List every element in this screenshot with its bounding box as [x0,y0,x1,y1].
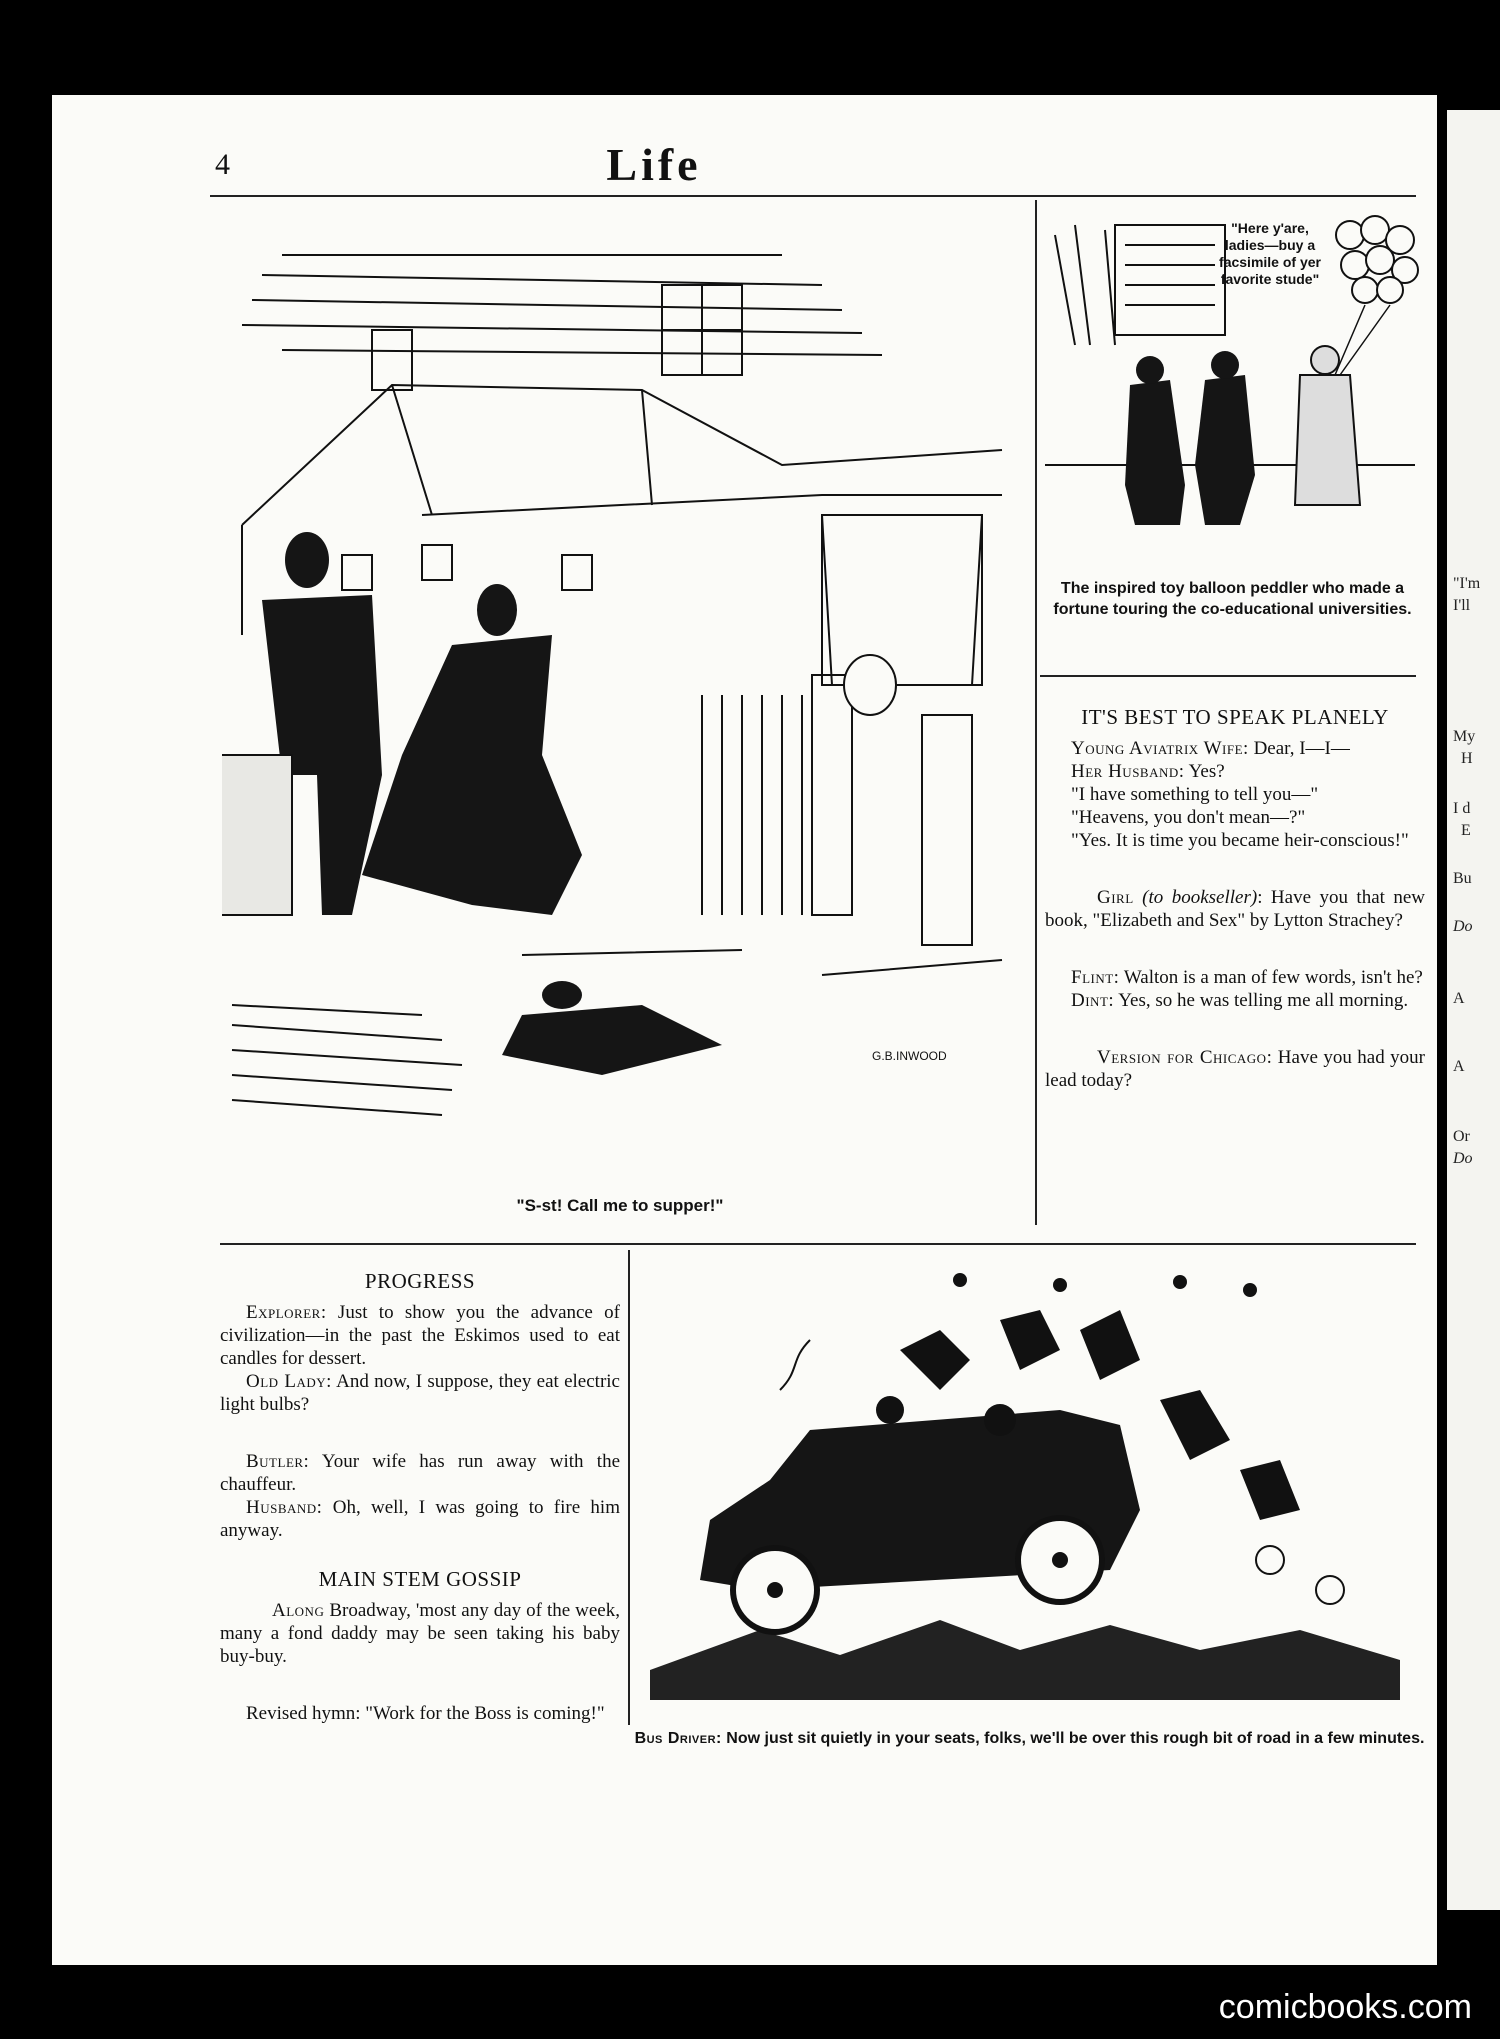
speaker-label: Explorer: [246,1302,327,1323]
left-column-jokes [220,1270,620,1725]
fragment: Bu [1453,870,1472,887]
section-rule [1040,675,1416,677]
speaker-label: Husband: [246,1497,323,1518]
main-cartoon-illustration [222,215,1022,1165]
main-cartoon-caption: "S-st! Call me to supper!" [516,1196,724,1215]
column-rule [628,1250,630,1725]
fragment: My [1453,728,1476,745]
dialogue-text: "Heavens, you don't mean—?" [1071,807,1306,828]
lead-word: Along [272,1600,325,1621]
body-text: Revised hymn: "Work for the Boss is coming!" [246,1703,605,1724]
dialogue-text: Yes, so he was telling me all morning. [1114,990,1409,1011]
speaker-label: Version for Chicago: [1097,1047,1273,1068]
speaker-label: Girl [1097,887,1134,908]
fragment: I'll [1453,597,1471,614]
speaker-label: Her Husband: [1071,761,1185,782]
fragment: "I'm [1453,575,1481,592]
dialogue-text: "I have something to tell you—" [1071,784,1319,805]
fragment: I d [1453,800,1471,817]
fragment: E [1461,822,1471,839]
fragment: Do [1453,918,1473,935]
artist-signature: G.B.INWOOD [872,1049,947,1063]
speaker-label: Old Lady: [246,1371,332,1392]
balloon-speech-text: "Here y'are, ladies—buy a facsimile of yer favorite stude" [1219,220,1321,287]
dialogue-text: "Yes. It is time you became heir-conscious!" [1071,830,1409,851]
dialogue-text: Just to show you the advance of civilization—in the past the Eskimos used to eat candles for dessert. [220,1302,620,1369]
site-watermark: comicbooks.com [1218,1988,1472,2026]
fragment: Do [1453,1150,1473,1167]
fragment: A [1453,990,1465,1007]
planely-title: IT'S BEST TO SPEAK PLANELY [1081,705,1389,729]
adjacent-page-edge [1447,110,1500,1910]
section-rule [220,1243,1416,1245]
masthead-title: Life [606,139,702,190]
speaker-label: Dint: [1071,990,1115,1011]
bus-cartoon-illustration [640,1270,1415,1710]
stage-direction: (to bookseller) [1142,887,1258,908]
gossip-title: MAIN STEM GOSSIP [318,1567,522,1591]
speaker-label: Butler: [246,1451,310,1472]
column-rule [1035,200,1037,1225]
dialogue-text: Your wife has run away with the chauffeur. [220,1451,620,1495]
page-number: 4 [215,148,230,181]
speaker-label: Bus Driver: [634,1730,722,1747]
body-text: Broadway, 'most any day of the week, many a fond daddy may be seen taking his baby buy-buy. [220,1600,620,1667]
dialogue-text: Have you had your lead today? [1045,1047,1425,1091]
fragment: A [1453,1058,1465,1075]
dialogue-text: Oh, well, I was going to fire him anyway. [220,1497,620,1541]
dialogue-text: Yes? [1184,761,1225,782]
header-rule [210,195,1416,197]
dialogue-text: And now, I suppose, they eat electric light bulbs? [220,1371,620,1415]
balloon-cartoon-caption: The inspired toy balloon peddler who made a fortune touring the co-educational universities. [1053,580,1412,618]
fragment: Or [1453,1128,1470,1145]
dialogue-text: Dear, I—I— [1248,738,1350,759]
dialogue-text: Walton is a man of few words, isn't he? [1119,967,1423,988]
dialogue-text: : Have you that new book, "Elizabeth and Sex" by Lytton Strachey? [1045,887,1426,931]
speaker-label: Young Aviatrix Wife: [1071,738,1249,759]
caption-text: Now just sit quietly in your seats, folks, we'll be over this rough bit of road in a few minutes. [721,1730,1425,1747]
right-column-jokes [1045,706,1425,1092]
speaker-label: Flint: [1071,967,1120,988]
fragment: H [1461,750,1473,767]
progress-title: PROGRESS [364,1269,476,1293]
bus-cartoon-caption [632,1728,1427,1749]
